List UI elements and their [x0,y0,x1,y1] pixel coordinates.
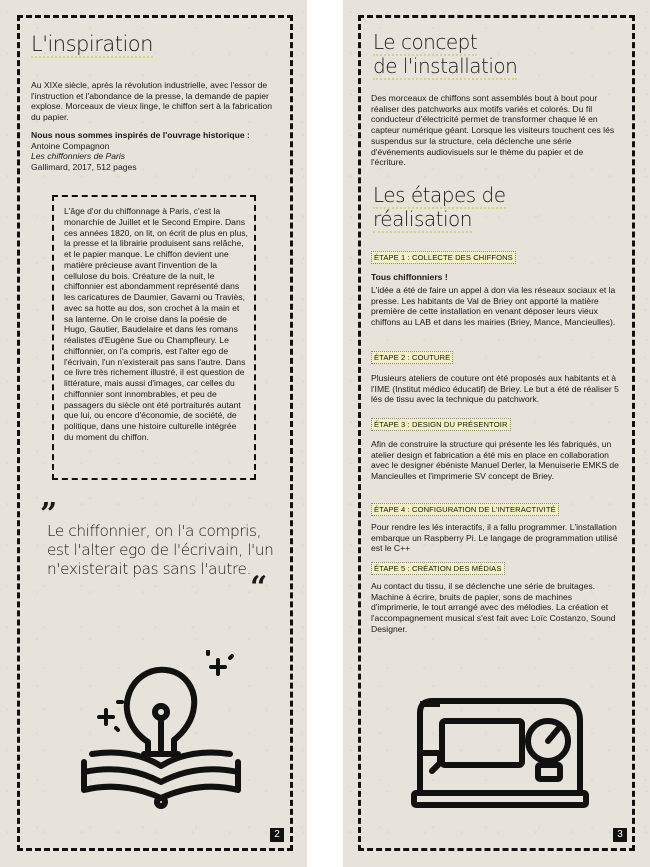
excerpt-text: L'âge d'or du chiffonnage à Paris, c'est la monarchie de Juillet et le Second Empire. Dans ces années 1820, on lit, on écrit de plus en plus, la presse et la librairie produisent sans relâche, et le papier manque. Le chiffon devient une matière précieuse avant l'invention de la cellulose du bois. Créature de la nuit, le chiffonnier est abondamment représenté dans les caricatures de Daumier, Gavarni ou Traviès, avec sa hotte au dos, son crochet à la main et sa lanterne. On le croise dans la poésie de Hugo, Gautier, Baudelaire et dans les romans réalistes d'Eugène Sue ou Champfleury. Le chiffonnier, on l'a compris, est l'alter ego de l'écrivain, l'un n'existerait pas sans l'autre. Dans ce livre très richement illustré, il est question de littérature, mais aussi d'images, car celles du chiffonnier sont innombrables, et peu de passagers du siècle ont été portraiturés autant que lui, ou encore d'économie, de société, de politique, dans une histoire culturelle intégrée du moment du chiffon. [64,206,248,442]
pull-quote: Le chiffonnier, on l'a compris, est l'alter ego de l'écrivain, l'un n'existerait pas sans l'autre. [47,522,274,578]
reference-publisher: Gallimard, 2017, 512 pages [31,162,137,173]
step-1-text: L'idée a été de faire un appel à don via les réseaux sociaux et la presse. Les habitants de Val de Briey ont apporté la matière première de cette installation en venant déposer leurs vieux chiffons au LAB et dans les mairies (Briey, Mance, Mancieulles). [371,285,616,328]
page-number: 2 [270,828,284,842]
sewing-machine-icon [410,693,590,813]
page-left [0,0,307,867]
step-3-text: Afin de construire la structure qui présente les lés fabriqués, un atelier design et fabrication a été mis en place en collaboration avec le designer ébéniste Manuel Derler, la Menuiserie EMKS de Mancieulles et l'imprimerie SV concept de Briey. [371,439,619,482]
step-2-text: Plusieurs ateliers de couture ont été proposés aux habitants et à l'IME (Institut médico éducatif) de Briey. Le but a été de réaliser 5 lés de tissu avec la technique du patchwork. [371,373,619,405]
step-1-label: ÉTAPE 1 : COLLECTE DES CHIFFONS [371,251,516,264]
steps-title: Les étapes de réalisation [373,183,506,231]
concept-text: Des morceaux de chiffons sont assemblés bout à bout pour réaliser des patchworks aux motifs variés et colorés. Du fil conducteur d'électricité permet de transformer chaque lé en capteur numérique géant. Lorsque les visiteurs touchent ces lés suspendus sur la structure, cela déclenche une série d'événements audiovisuels sur le thème du papier et de l'écriture. [371,93,615,168]
step-5-label: ÉTAPE 5 : CRÉATION DES MÉDIAS [371,562,505,575]
lightbulb-book-icon [78,650,244,810]
step-4-label: ÉTAPE 4 : CONFIGURATION DE L'INTERACTIVITÉ [371,503,559,516]
step-4-text: Pour rendre les lés interactifs, il a fallu programmer. L'installation embarque un Raspberry Pi. Le langage de programmation utilisé est le C++ [371,522,618,554]
step-2-label: ÉTAPE 2 : COUTURE [371,351,453,364]
step-5-text: Au contact du tissu, il se déclenche une série de bruitages. Machine à écrire, bruits de papier, sons de machines d'imprimerie, le tout arrangé avec des mélodies. La création et l'accompagnement musical s'est fait avec Loïc Costanzo, Sound Designer. [371,581,616,634]
concept-title: Le concept de l'installation [373,30,518,78]
close-quote-mark: “ [250,570,268,605]
excerpt-box [52,195,256,480]
reference-title: Les chiffonniers de Paris [31,151,126,162]
left-title: L'inspiration [31,32,153,56]
reference-author: Antoine Compagnon [31,140,110,151]
page-number: 3 [613,828,627,842]
step-1-subtitle: Tous chiffonniers ! [371,272,448,282]
step-3-label: ÉTAPE 3 : DESIGN DU PRÉSENTOIR [371,418,511,431]
reference-block [31,130,281,173]
reference-heading: Nous nous sommes inspirés de l'ouvrage historique : [31,130,250,140]
intro-text: Au XIXe siècle, après la révolution industrielle, avec l'essor de l'instruction et l'abondance de la presse, la demande de papier explose. Morceaux de vieux linge, le chiffon sert à la fabrication du papier. [31,80,273,123]
open-quote-mark: ” [40,497,58,532]
